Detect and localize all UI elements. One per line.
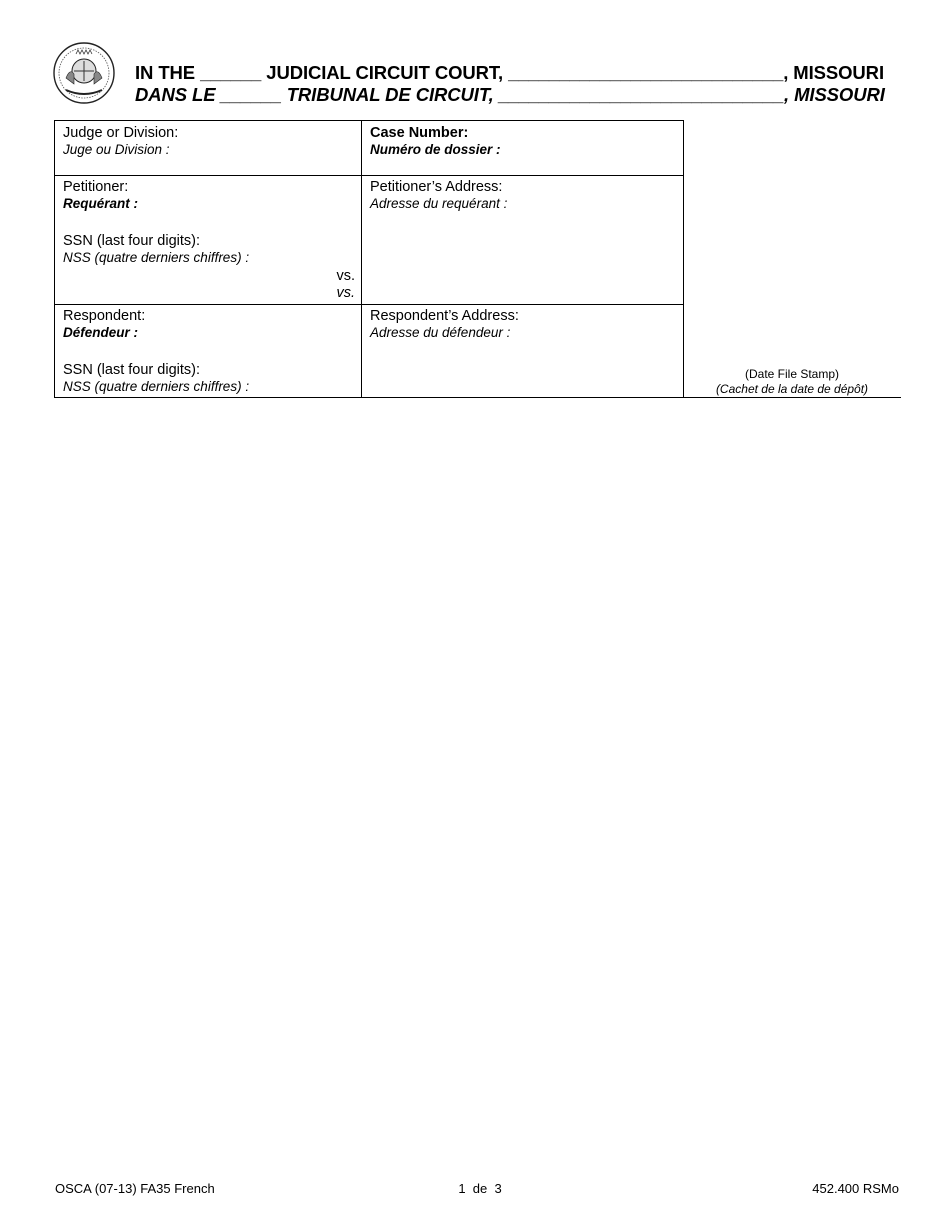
court-heading-french: DANS LE ______ TRIBUNAL DE CIRCUIT, ____________________________, MISSOURI bbox=[135, 84, 885, 105]
footer-page-number: 1 de 3 bbox=[458, 1181, 502, 1196]
petitioner-label-french: Requérant : bbox=[63, 196, 139, 211]
case-number-label-french: Numéro de dossier : bbox=[370, 142, 501, 157]
respondent-address-label-french: Adresse du défendeur : bbox=[370, 325, 511, 340]
date-file-stamp-label: (Date File Stamp) bbox=[744, 367, 840, 381]
respondent-ssn-label-french: NSS (quatre derniers chiffres) : bbox=[63, 379, 250, 394]
case-number-label: Case Number: bbox=[370, 125, 469, 141]
petitioner-ssn-label-french: NSS (quatre derniers chiffres) : bbox=[63, 250, 250, 265]
petitioner-address-label: Petitioner’s Address: bbox=[370, 179, 503, 195]
petitioner-label: Petitioner: bbox=[63, 179, 129, 195]
judge-division-label: Judge or Division: bbox=[63, 125, 179, 141]
case-caption-table bbox=[54, 120, 901, 398]
respondent-ssn-label: SSN (last four digits): bbox=[63, 362, 200, 378]
petitioner-address-label-french: Adresse du requérant : bbox=[370, 196, 508, 211]
judge-division-cell bbox=[54, 120, 362, 176]
versus-label: vs. bbox=[336, 268, 355, 284]
court-heading bbox=[135, 62, 900, 106]
missouri-state-seal-icon bbox=[52, 40, 116, 106]
respondent-label-french: Défendeur : bbox=[63, 325, 139, 340]
judge-division-label-french: Juge ou Division : bbox=[63, 142, 170, 157]
footer-form-id: OSCA (07-13) FA35 French bbox=[55, 1181, 215, 1196]
date-file-stamp-area bbox=[683, 120, 901, 398]
petitioner-cell bbox=[54, 175, 362, 305]
petitioner-address-cell bbox=[361, 175, 684, 305]
footer-statute: 452.400 RSMo bbox=[812, 1181, 899, 1196]
petitioner-ssn-label: SSN (last four digits): bbox=[63, 233, 200, 249]
respondent-address-label: Respondent’s Address: bbox=[370, 308, 519, 324]
respondent-label: Respondent: bbox=[63, 308, 146, 324]
respondent-cell bbox=[54, 304, 362, 398]
court-heading-english: IN THE ______ JUDICIAL CIRCUIT COURT, ___________________________, MISSOURI bbox=[135, 62, 884, 83]
date-file-stamp-label-french: (Cachet de la date de dépôt) bbox=[715, 382, 869, 396]
case-number-cell bbox=[361, 120, 684, 176]
versus-label-french: vs. bbox=[336, 285, 355, 301]
respondent-address-cell bbox=[361, 304, 684, 398]
